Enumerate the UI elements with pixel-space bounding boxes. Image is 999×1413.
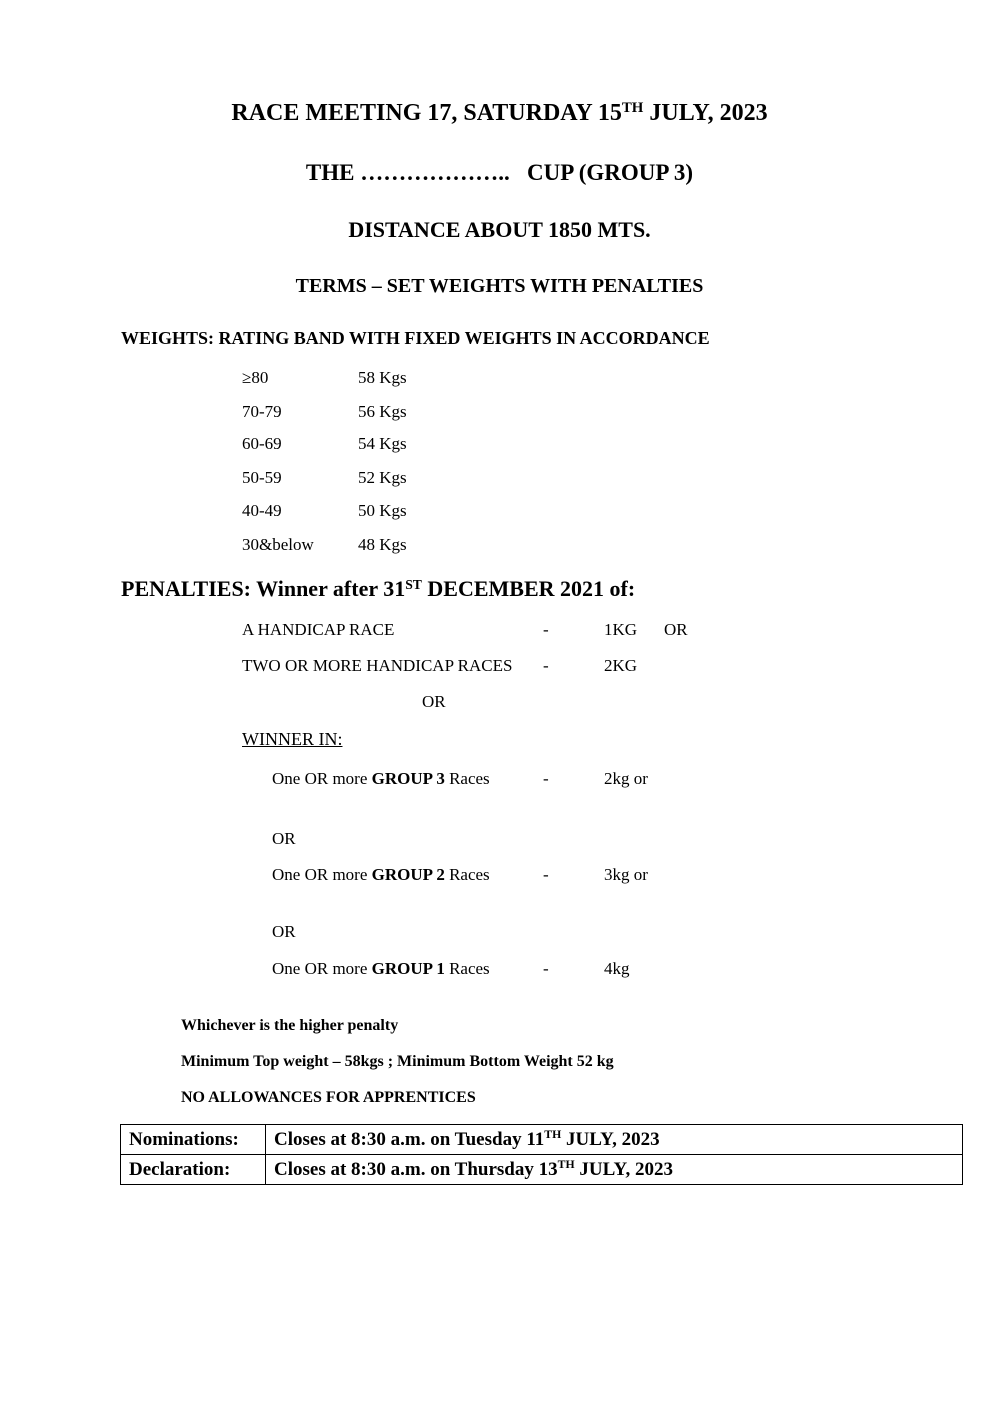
declaration-label: Declaration: — [121, 1155, 266, 1185]
apprentices-note: NO ALLOWANCES FOR APPRENTICES — [181, 1089, 476, 1106]
penalties-heading: PENALTIES: Winner after 31ST DECEMBER 2021 of: — [121, 576, 636, 601]
weight-value: 52 Kgs — [358, 468, 407, 487]
or-separator: OR — [272, 922, 296, 941]
group-penalty-dash: - — [543, 959, 549, 978]
group-penalty-dash: - — [543, 865, 549, 884]
handicap-dash: - — [543, 620, 549, 639]
or-separator: OR — [422, 692, 446, 711]
weight-value: 48 Kgs — [358, 535, 407, 554]
weight-value: 58 Kgs — [358, 368, 407, 387]
handicap-suffix: OR — [664, 620, 688, 639]
or-separator: OR — [272, 829, 296, 848]
weight-band: 30&below — [242, 535, 314, 554]
weight-band: 40-49 — [242, 501, 282, 520]
weight-value: 50 Kgs — [358, 501, 407, 520]
weight-band: 70-79 — [242, 402, 282, 421]
weights-heading: WEIGHTS: RATING BAND WITH FIXED WEIGHTS IN ACCORDANCE — [121, 328, 710, 348]
handicap-value: 2KG — [604, 656, 638, 675]
page-title: RACE MEETING 17, SATURDAY 15TH JULY, 2023 — [231, 99, 768, 126]
nominations-label: Nominations: — [121, 1125, 266, 1155]
weight-band: 50-59 — [242, 468, 282, 487]
higher-penalty-note: Whichever is the higher penalty — [181, 1017, 399, 1034]
handicap-dash: - — [543, 656, 549, 675]
handicap-label: A HANDICAP RACE — [242, 620, 395, 639]
winner-in-heading: WINNER IN: — [242, 729, 343, 749]
handicap-value: 1KG — [604, 620, 638, 639]
group-penalty-value: 3kg or — [604, 865, 648, 884]
table-row — [121, 1155, 963, 1185]
group-penalty-value: 2kg or — [604, 769, 648, 788]
minimum-weight-note: Minimum Top weight – 58kgs ; Minimum Bottom Weight 52 kg — [181, 1053, 614, 1070]
declaration-close: Closes at 8:30 a.m. on Thursday 13TH JULY, 2023 — [266, 1155, 963, 1185]
cup-title: THE ……………….. CUP (GROUP 3) — [305, 160, 694, 185]
group-penalty-label: One OR more GROUP 3 Races — [272, 769, 490, 788]
weight-value: 54 Kgs — [358, 434, 407, 453]
weight-band: ≥80 — [242, 368, 269, 387]
group-penalty-dash: - — [543, 769, 549, 788]
group-penalty-label: One OR more GROUP 1 Races — [272, 959, 490, 978]
terms-title: TERMS – SET WEIGHTS WITH PENALTIES — [295, 275, 704, 297]
weight-value: 56 Kgs — [358, 402, 407, 421]
closing-times-table — [120, 1124, 963, 1185]
table-row — [121, 1125, 963, 1155]
handicap-label: TWO OR MORE HANDICAP RACES — [242, 656, 513, 675]
weight-band: 60-69 — [242, 434, 282, 453]
nominations-close: Closes at 8:30 a.m. on Tuesday 11TH JULY, 2023 — [266, 1125, 963, 1155]
group-penalty-label: One OR more GROUP 2 Races — [272, 865, 490, 884]
group-penalty-value: 4kg — [604, 959, 630, 978]
distance-title: DISTANCE ABOUT 1850 MTS. — [348, 217, 651, 242]
